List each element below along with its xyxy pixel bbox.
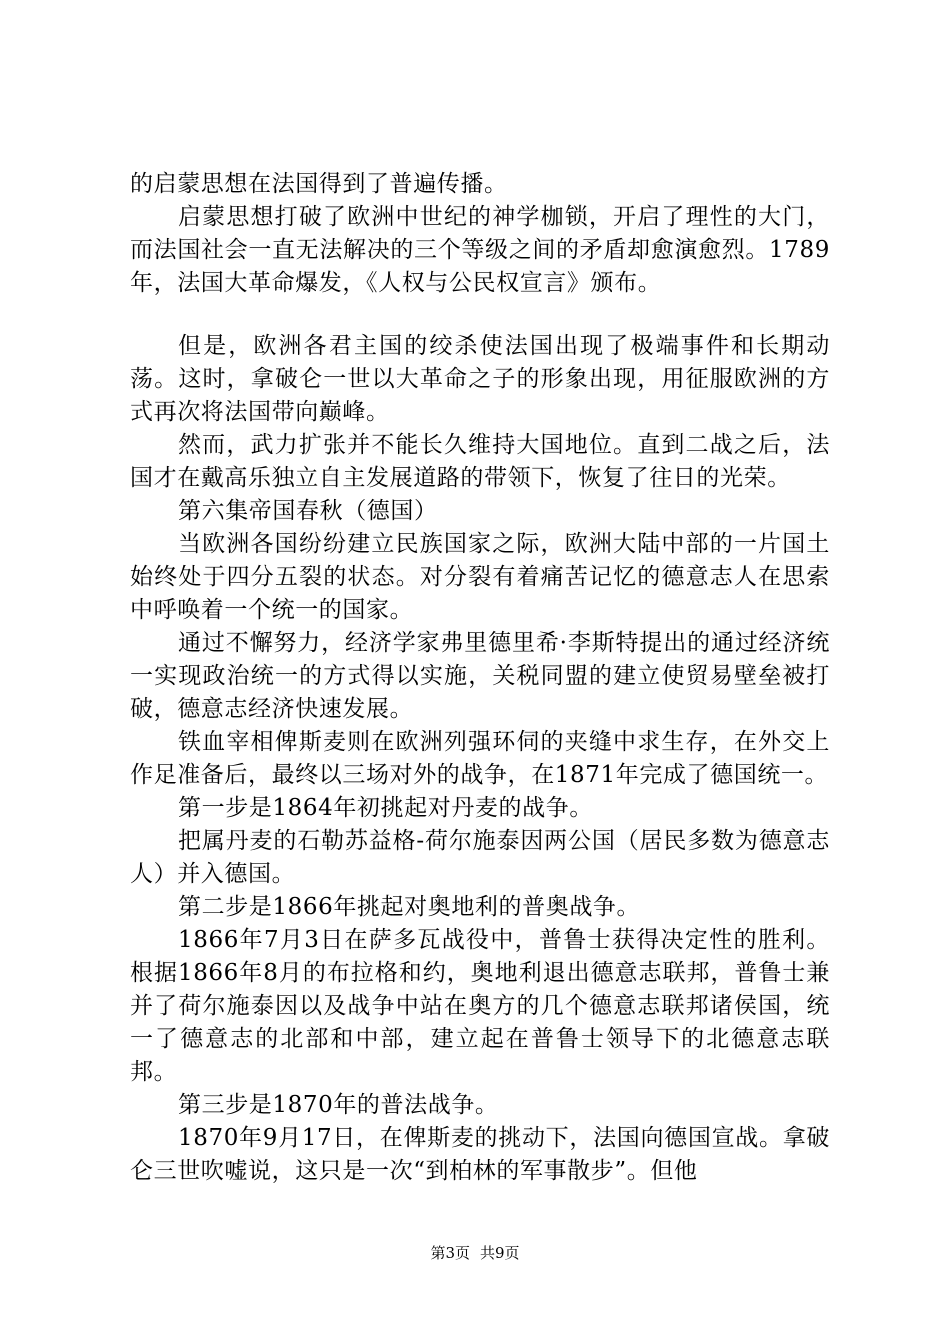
paragraph-franco-prussian-war: 1870年9月17日，在俾斯麦的挑动下，法国向德国宣战。拿破仑三世吹嘘说，这只是一次“到柏林的军事散步”。但他: [130, 1125, 830, 1184]
page-number: 第3页: [430, 1244, 470, 1262]
paragraph-sadowa: 1866年7月3日在萨多瓦战役中，普鲁士获得决定性的胜利。根据1866年8月的布拉格和约，奥地利退出德意志联邦，普鲁士兼并了荷尔施泰因以及战争中站在奥方的几个德意志联邦诸侯国，统一了德意志的北部和中部，建立起在普鲁士领导下的北德意志联邦。: [130, 927, 830, 1085]
paragraph-de-gaulle: 然而，武力扩张并不能长久维持大国地位。直到二战之后，法国才在戴高乐独立自主发展道路的带领下，恢复了往日的光荣。: [130, 432, 830, 491]
paragraph-schleswig-holstein: 把属丹麦的石勒苏益格-荷尔施泰因两公国（居民多数为德意志人）并入德国。: [130, 828, 830, 887]
paragraph-german-division: 当欧洲各国纷纷建立民族国家之际，欧洲大陆中部的一片国土始终处于四分五裂的状态。对分裂有着痛苦记忆的德意志人在思索中呼唤着一个统一的国家。: [130, 531, 830, 623]
paragraph-step-three: 第三步是1870年的普法战争。: [178, 1092, 499, 1118]
paragraph-step-one: 第一步是1864年初挑起对丹麦的战争。: [178, 795, 593, 821]
page-footer: [0, 1243, 950, 1263]
paragraph-list-customs-union: 通过不懈努力，经济学家弗里德里希·李斯特提出的通过经济统一实现政治统一的方式得以实施，关税同盟的建立使贸易壁垒被打破，德意志经济快速发展。: [130, 630, 830, 722]
episode-heading: 第六集帝国春秋（德国）: [178, 498, 438, 524]
paragraph-napoleon: 但是，欧洲各君主国的绞杀使法国出现了极端事件和长期动荡。这时，拿破仑一世以大革命之子的形象出现，用征服欧洲的方式再次将法国带向巅峰。: [130, 333, 830, 425]
paragraph-step-two: 第二步是1866年挑起对奥地利的普奥战争。: [178, 894, 641, 920]
paragraph-enlightenment-revolution: 启蒙思想打破了欧洲中世纪的神学枷锁，开启了理性的大门，而法国社会一直无法解决的三个等级之间的矛盾却愈演愈烈。1789年，法国大革命爆发，《人权与公民权宣言》颁布。: [130, 204, 830, 296]
document-body: [130, 168, 830, 1188]
paragraph-bismarck: 铁血宰相俾斯麦则在欧洲列强环伺的夹缝中求生存，在外交上作足准备后，最终以三场对外的战争，在1871年完成了德国统一。: [130, 729, 830, 788]
page-total: 共9页: [480, 1244, 520, 1262]
paragraph-continuation: 的启蒙思想在法国得到了普遍传播。: [130, 171, 508, 197]
